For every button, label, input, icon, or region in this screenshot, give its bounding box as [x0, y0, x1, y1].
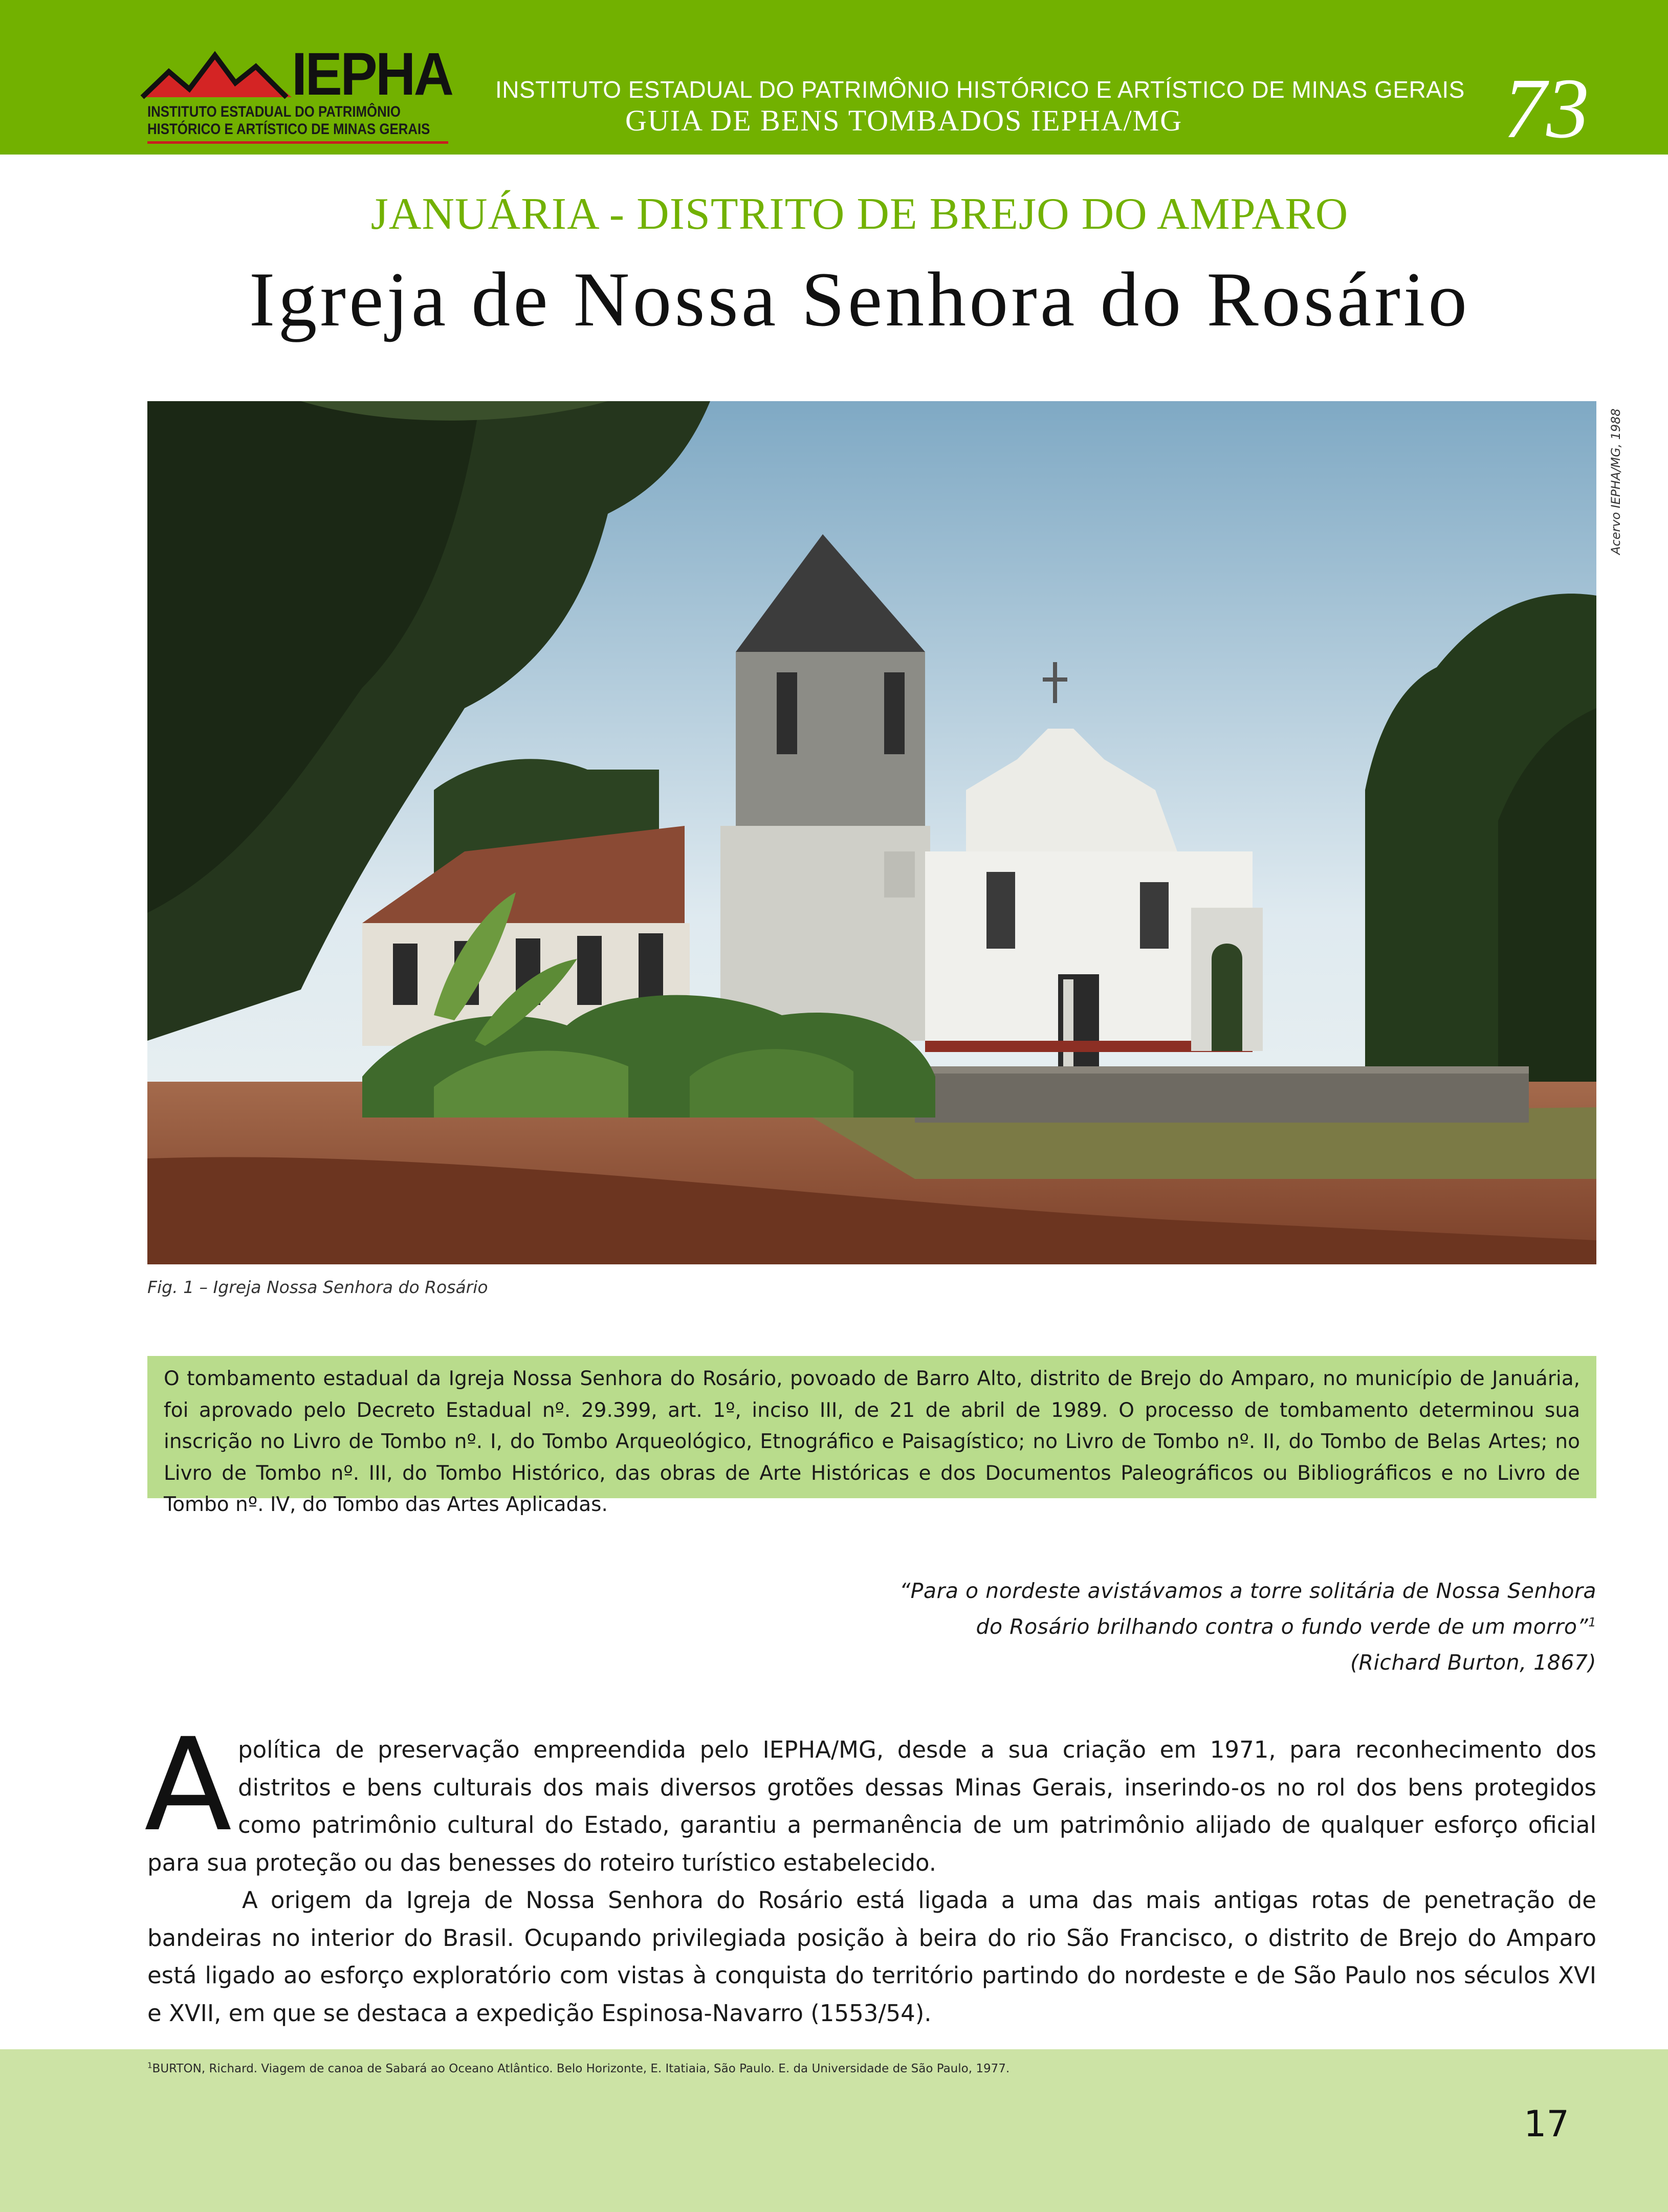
- page-number: 17: [1524, 2103, 1570, 2145]
- footnote-ref: 1: [1588, 1615, 1596, 1630]
- paragraph-1: [144, 1711, 1596, 1881]
- logo-underline: [147, 141, 448, 144]
- quote-author: (Richard Burton, 1867): [1350, 1650, 1596, 1675]
- location-heading: JANUÁRIA - DISTRITO DE BREJO DO AMPARO: [370, 189, 1349, 239]
- page-title: Igreja de Nossa Senhora do Rosário: [249, 256, 1471, 342]
- paragraph-1-text: política de preservação empreendida pelo IEPHA/MG, desde a sua criação em 1971, para reconhecimento dos distritos e bens culturais dos mais diversos grotões dessas Minas Gerais, inserindo-os no rol dos bens protegidos como patrimônio cultural do Estado, garantiu a permanência de um patrimônio alijado de qualquer esforço oficial para sua proteção ou das benesses do roteiro turístico estabelecido.: [147, 1736, 1596, 1876]
- photo-credit: [1607, 401, 1627, 555]
- paragraph-2: A origem da Igreja de Nossa Senhora do Rosário está ligada a uma das mais antigas rotas de penetração de bandeiras no interior do Brasil. Ocupando privilegiada posição à beira do rio São Francisco, o distrito de Brejo do Amparo está ligado ao esforço exploratório com vistas à conquista do território partindo do nordeste e de São Paulo nos séculos XVI e XVII, em que se destaca a expedição Espinosa-Navarro (1553/54).: [147, 1887, 1596, 2027]
- photo-credit-text: Acervo IEPHA/MG, 1988: [1609, 408, 1623, 555]
- photo-caption: Fig. 1 – Igreja Nossa Senhora do Rosário: [147, 1277, 488, 1297]
- logo-subtitle-line1: INSTITUTO ESTADUAL DO PATRIMÔNIO: [147, 103, 401, 120]
- header-band: [0, 0, 1668, 155]
- logo-subtitle-line2: HISTÓRICO E ARTÍSTICO DE MINAS GERAIS: [147, 121, 430, 138]
- guide-name: GUIA DE BENS TOMBADOS IEPHA/MG: [625, 104, 1183, 137]
- institute-name: INSTITUTO ESTADUAL DO PATRIMÔNIO HISTÓRICO E ARTÍSTICO DE MINAS GERAIS: [495, 76, 1465, 103]
- epigraph-quote: [767, 1573, 1596, 1680]
- footnote: [147, 2062, 1009, 2075]
- entry-number: 73: [1503, 61, 1589, 156]
- church-photo: [147, 401, 1596, 1264]
- quote-line-2: [767, 1609, 1596, 1645]
- quote-line-1: “Para o nordeste avistávamos a torre solitária de Nossa Senhora: [899, 1579, 1596, 1603]
- logo-wordmark: IEPHA: [292, 40, 452, 108]
- listing-summary: O tombamento estadual da Igreja Nossa Senhora do Rosário, povoado de Barro Alto, distrito de Brejo do Amparo, no município de Januária, foi aprovado pelo Decreto Estadual nº. 29.399, art. 1º, inciso III, de 21 de abril de 1989. O processo de tombamento determinou sua inscrição no Livro de Tombo nº. I, do Tombo Arqueológico, Etnográfico e Paisagístico; no Livro de Tombo nº. II, do Tombo de Belas Artes; no Livro de Tombo nº. III, do Tombo Histórico, das obras de Arte Históricas e dos Documentos Paleográficos ou Bibliográficos e no Livro de Tombo nº. IV, do Tombo das Artes Aplicadas.: [147, 1356, 1596, 1498]
- iepha-logo: [138, 40, 455, 147]
- footnote-text: BURTON, Richard. Viagem de canoa de Sabará ao Oceano Atlântico. Belo Horizonte, E. Itatiaia, São Paulo. E. da Universidade de São Paulo, 1977.: [152, 2062, 1010, 2075]
- body-text: [144, 1711, 1596, 2032]
- footnote-mark: 1: [147, 2061, 152, 2070]
- drop-cap: A: [144, 1711, 232, 1859]
- church-illustration: [147, 401, 1596, 1264]
- mountain-logo-icon: [138, 40, 292, 101]
- quote-line-2-text: do Rosário brilhando contra o fundo verde de um morro”: [976, 1614, 1589, 1639]
- footer-band: [0, 2049, 1668, 2212]
